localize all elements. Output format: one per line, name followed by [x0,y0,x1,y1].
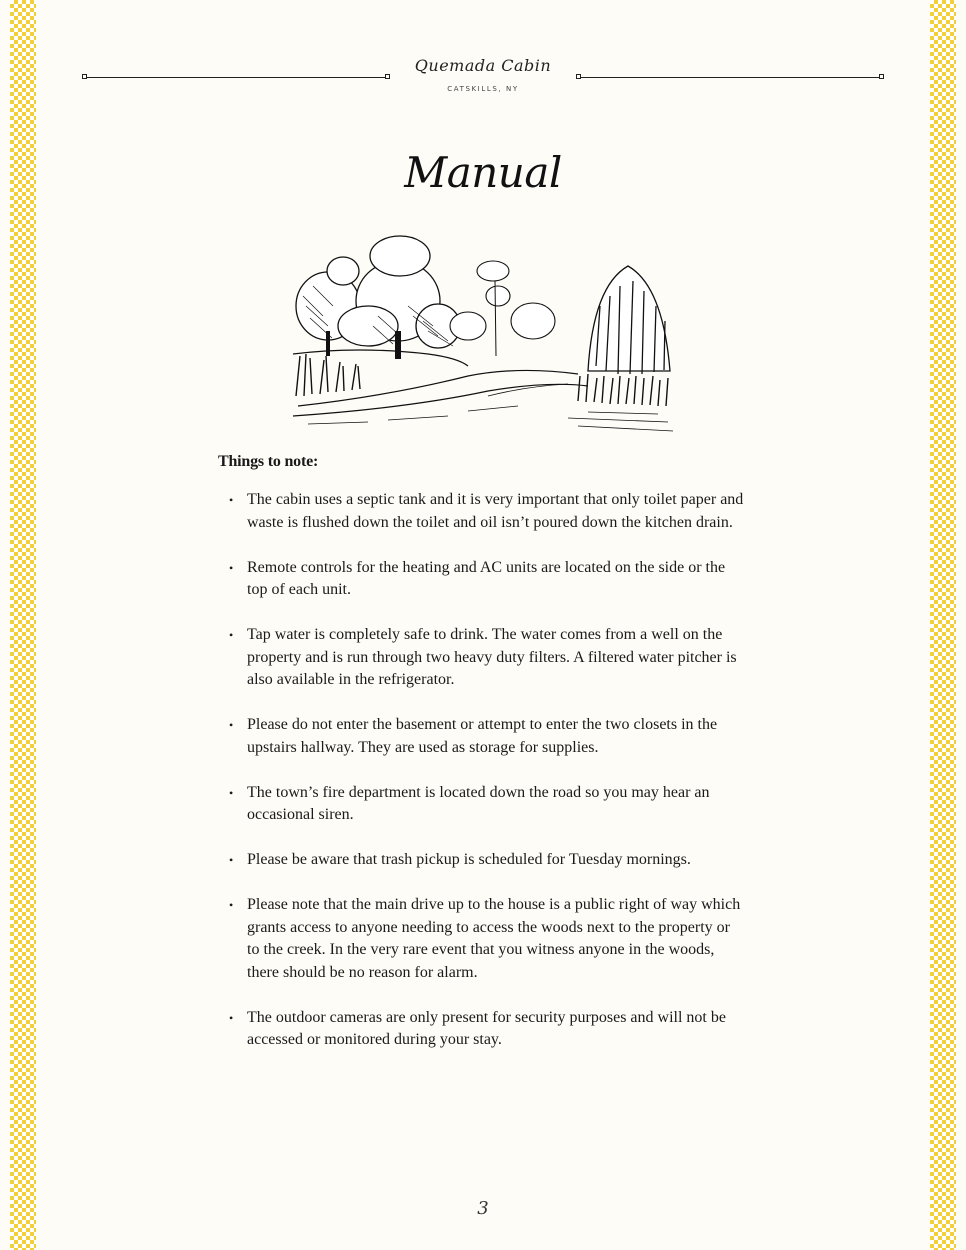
note-text: The cabin uses a septic tank and it is very important that only toilet paper and waste is flushed down the toilet and oil isn’t poured down the kitchen drain. [247,491,744,531]
bullet-icon: • [229,718,234,732]
note-text: Please note that the main drive up to the house is a public right of way which grants access to anyone needing to access the woods next to the property or to the creek. In the very rare event that you witness anyone in the woods, there should be no reason for alarm. [247,896,741,981]
note-text: The outdoor cameras are only present for security purposes and will not be accessed or monitored during your stay. [247,1008,726,1048]
list-item [218,849,745,872]
notes-list [218,489,758,1074]
right-checkered-border [930,0,956,1250]
bullet-icon: • [229,493,234,507]
landscape-trees-river-illustration [288,226,678,438]
list-item [218,1007,745,1052]
list-item [218,489,745,534]
rule-end-node [879,74,884,79]
bullet-icon: • [229,785,234,800]
note-text: Remote controls for the heating and AC units are located on the side or the top of each unit. [247,558,726,598]
bullet-icon: • [229,628,234,642]
note-text: The town’s fire department is located down the road so you may hear an occasional siren. [247,783,710,823]
page-title: Manual [404,148,562,197]
note-text: Please do not enter the basement or attempt to enter the two closets in the upstairs hallway. They are used as storage for supplies. [247,716,718,756]
bullet-icon: • [229,898,234,912]
list-item [218,894,745,984]
bullet-icon: • [229,853,234,867]
header-rule-left [85,77,388,78]
list-item [218,714,745,759]
bullet-icon: • [229,1010,234,1025]
rule-end-node [82,74,87,79]
brand-name: Quemada Cabin [414,56,552,75]
list-item [218,782,745,827]
note-text: Tap water is completely safe to drink. The water comes from a well on the property and is run through two heavy duty filters. A filtered water pitcher is also available in the refrigerator. [247,626,737,688]
notes-heading: Things to note: [218,453,319,470]
page-number: 3 [477,1198,489,1219]
left-checkered-border [10,0,36,1250]
brand-location: CATSKILLS, NY [447,85,519,93]
note-text: Please be aware that trash pickup is scheduled for Tuesday mornings. [247,851,691,868]
bullet-icon: • [229,560,234,575]
list-item [218,624,745,692]
header-rule-right [579,77,881,78]
list-item [218,557,745,602]
